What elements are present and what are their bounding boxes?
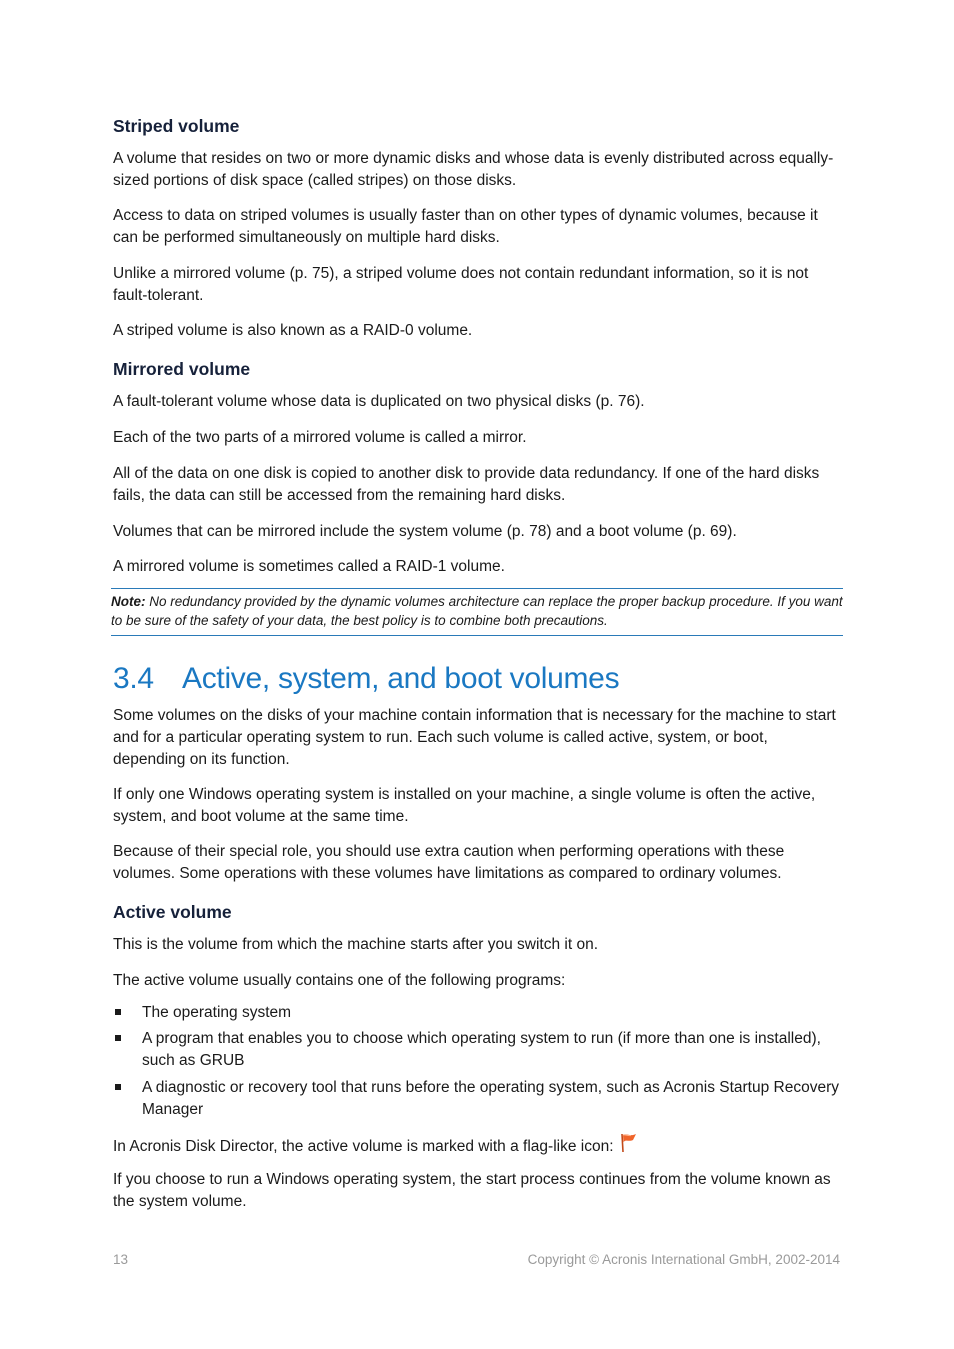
bullet-icon xyxy=(115,1035,121,1041)
paragraph: Access to data on striped volumes is usually faster than on other types of dynamic volumes, because it can be performed simultaneously on multiple hard disks. xyxy=(113,207,818,246)
bullet-icon xyxy=(115,1084,121,1090)
copyright: Copyright © Acronis International GmbH, 2002-2014 xyxy=(527,1252,840,1267)
paragraph: A fault-tolerant volume whose data is duplicated on two physical disks (p. 76). xyxy=(113,393,645,410)
list-item: A diagnostic or recovery tool that runs before the operating system, such as Acronis Startup Recovery Manager xyxy=(113,1077,843,1121)
paragraph: Unlike a mirrored volume (p. 75), a striped volume does not contain redundant information, so it is not fault-tolerant. xyxy=(113,265,809,304)
section-number: 3.4 xyxy=(113,662,154,695)
paragraph: If you choose to run a Windows operating system, the start process continues from the volume known as the system volume. xyxy=(113,1171,831,1210)
flag-icon xyxy=(620,1133,638,1160)
bullet-list xyxy=(113,1002,843,1121)
heading-active-volume: Active volume xyxy=(113,902,232,922)
paragraph: All of the data on one disk is copied to another disk to provide data redundancy. If one of the hard disks fails, the data can still be accessed from the remaining hard disks. xyxy=(113,465,820,504)
paragraph: A striped volume is also known as a RAID-0 volume. xyxy=(113,322,473,339)
paragraph: Each of the two parts of a mirrored volume is called a mirror. xyxy=(113,429,527,446)
paragraph: Because of their special role, you should use extra caution when performing operations with these volumes. Some operations with these volumes have limitations as compared to ordinary volumes. xyxy=(113,843,785,882)
note-box xyxy=(111,588,843,636)
paragraph: A volume that resides on two or more dynamic disks and whose data is evenly distributed across equally-sized portions of disk space (called stripes) on those disks. xyxy=(113,150,834,189)
paragraph: Some volumes on the disks of your machine contain information that is necessary for the machine to start and for a particular operating system to run. Each such volume is called active, system, or boot, depending on its function. xyxy=(113,707,836,768)
heading-mirrored-volume: Mirrored volume xyxy=(113,359,251,379)
section-title: Active, system, and boot volumes xyxy=(182,662,620,695)
paragraph: If only one Windows operating system is installed on your machine, a single volume is often the active, system, and boot volume at the same time. xyxy=(113,786,816,825)
note-text: No redundancy provided by the dynamic volumes architecture can replace the proper backup procedure. If you want to be sure of the safety of your data, the best policy is to combine both precautions. xyxy=(111,594,843,628)
bullet-icon xyxy=(115,1009,121,1015)
paragraph: The active volume usually contains one of the following programs: xyxy=(113,972,566,989)
paragraph: A mirrored volume is sometimes called a RAID-1 volume. xyxy=(113,558,505,575)
paragraph: In Acronis Disk Director, the active volume is marked with a flag-like icon: xyxy=(113,1133,843,1160)
page-number: 13 xyxy=(113,1252,129,1267)
list-item: The operating system xyxy=(113,1002,843,1024)
note-label: Note: xyxy=(111,594,146,609)
heading-striped-volume: Striped volume xyxy=(113,116,240,136)
paragraph: This is the volume from which the machine starts after you switch it on. xyxy=(113,936,598,953)
section-heading xyxy=(113,661,619,697)
list-item: A program that enables you to choose which operating system to run (if more than one is installed), such as GRUB xyxy=(113,1028,843,1072)
paragraph: Volumes that can be mirrored include the system volume (p. 78) and a boot volume (p. 69). xyxy=(113,523,737,540)
